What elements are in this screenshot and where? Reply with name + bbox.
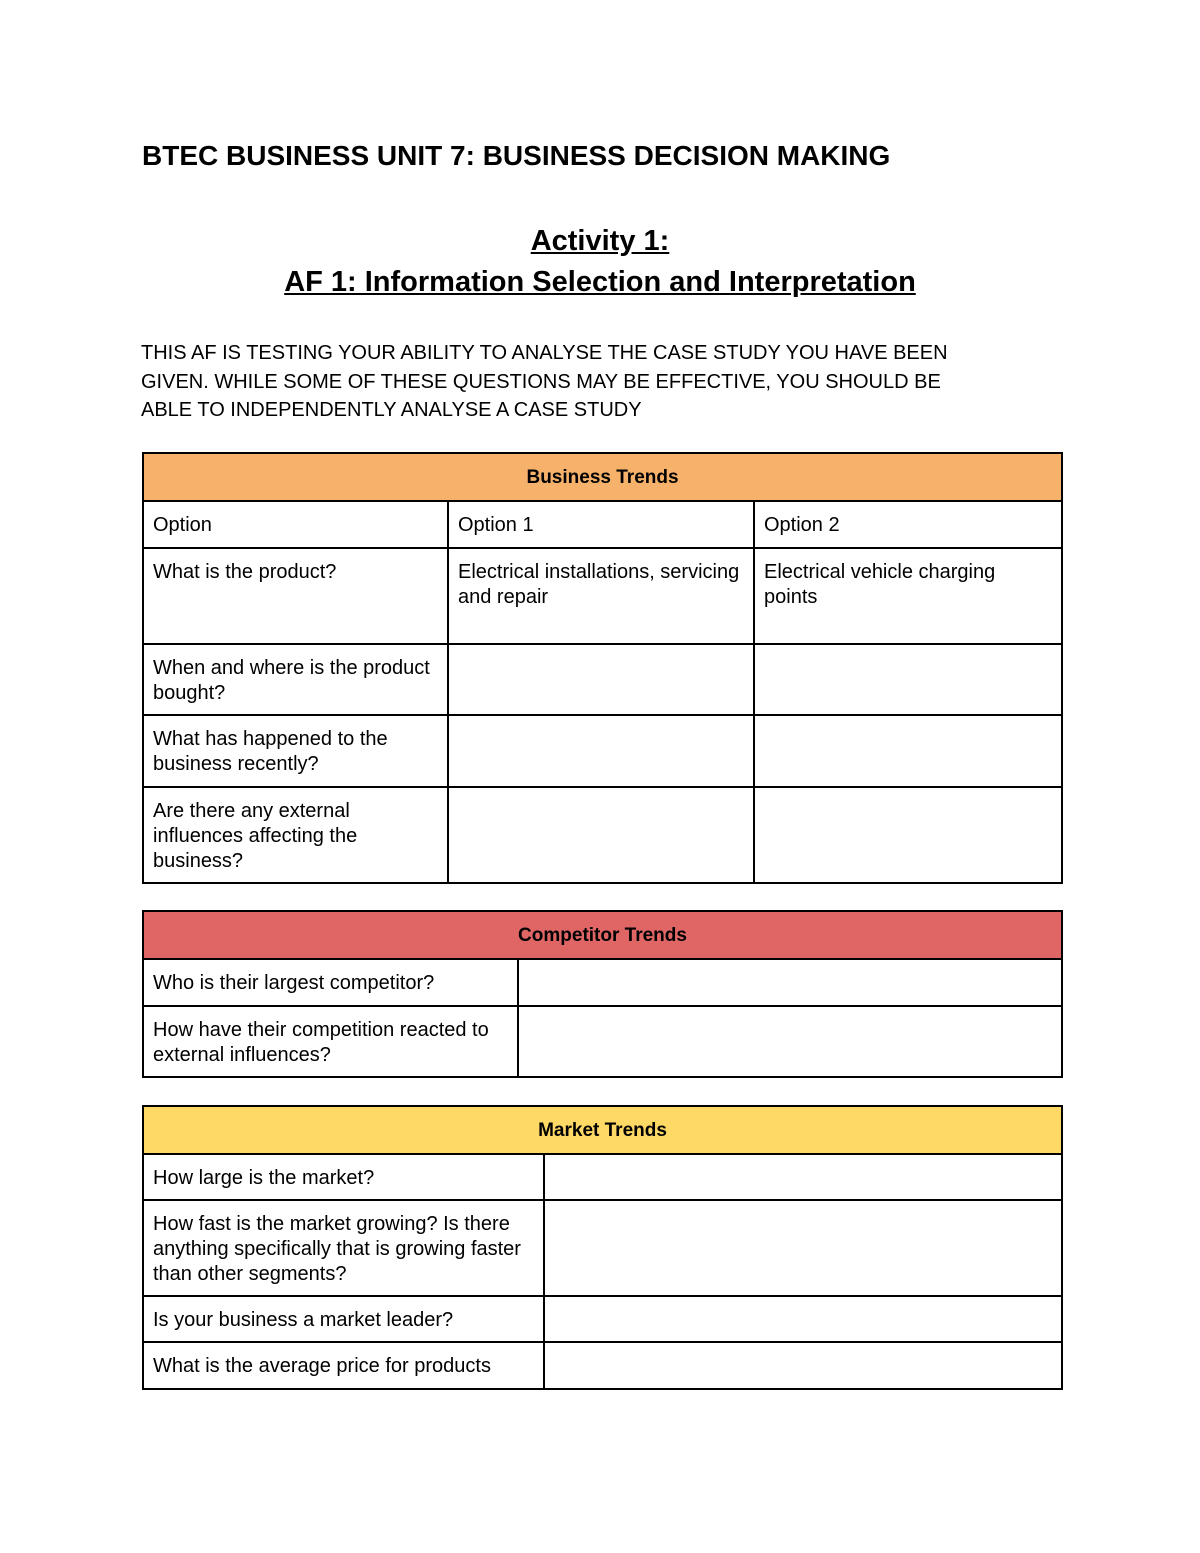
column-header-option-2: Option 2 — [754, 501, 1062, 548]
competitor-trends-header: Competitor Trends — [143, 911, 1062, 959]
business-trends-header: Business Trends — [143, 453, 1062, 501]
column-header-option-1: Option 1 — [448, 501, 754, 548]
business-trends-table — [142, 452, 1063, 884]
option-1-answer-cell[interactable]: Electrical installations, servicing and repair — [448, 548, 754, 644]
answer-cell[interactable] — [518, 959, 1062, 1006]
column-header-option: Option — [143, 501, 448, 548]
question-cell: How have their competition reacted to external influences? — [143, 1006, 518, 1077]
question-cell: Are there any external influences affecting the business? — [143, 787, 448, 883]
instructions-text: THIS AF IS TESTING YOUR ABILITY TO ANALYSE THE CASE STUDY YOU HAVE BEEN GIVEN. WHILE SOME OF THESE QUESTIONS MAY BE EFFECTIVE, YOU SHOULD BE ABLE TO INDEPENDENTLY ANALYSE A CASE STUDY — [141, 342, 948, 421]
answer-cell[interactable] — [518, 1006, 1062, 1077]
market-trends-table — [142, 1105, 1063, 1390]
question-cell: What has happened to the business recently? — [143, 715, 448, 787]
answer-cell[interactable] — [544, 1200, 1062, 1296]
activity-heading: Activity 1: — [530, 225, 670, 257]
question-cell: Who is their largest competitor? — [143, 959, 518, 1006]
question-cell: How large is the market? — [143, 1154, 544, 1200]
question-cell: What is the product? — [143, 548, 448, 644]
answer-cell[interactable] — [544, 1342, 1062, 1389]
question-cell: What is the average price for products — [143, 1342, 544, 1389]
competitor-trends-table — [142, 910, 1063, 1078]
market-trends-header: Market Trends — [143, 1106, 1062, 1154]
page-title: BTEC BUSINESS UNIT 7: BUSINESS DECISION MAKING — [142, 140, 891, 171]
option-2-answer-cell[interactable] — [754, 787, 1062, 883]
activity-subheading: AF 1: Information Selection and Interpretation — [284, 266, 916, 298]
option-2-answer-cell[interactable] — [754, 644, 1062, 715]
question-cell: When and where is the product bought? — [143, 644, 448, 715]
option-1-answer-cell[interactable] — [448, 644, 754, 715]
option-1-answer-cell[interactable] — [448, 787, 754, 883]
question-cell: Is your business a market leader? — [143, 1296, 544, 1342]
question-cell: How fast is the market growing? Is there anything specifically that is growing faster than other segments? — [143, 1200, 544, 1296]
option-2-answer-cell[interactable]: Electrical vehicle charging points — [754, 548, 1062, 644]
option-2-answer-cell[interactable] — [754, 715, 1062, 787]
answer-cell[interactable] — [544, 1154, 1062, 1200]
option-1-answer-cell[interactable] — [448, 715, 754, 787]
answer-cell[interactable] — [544, 1296, 1062, 1342]
